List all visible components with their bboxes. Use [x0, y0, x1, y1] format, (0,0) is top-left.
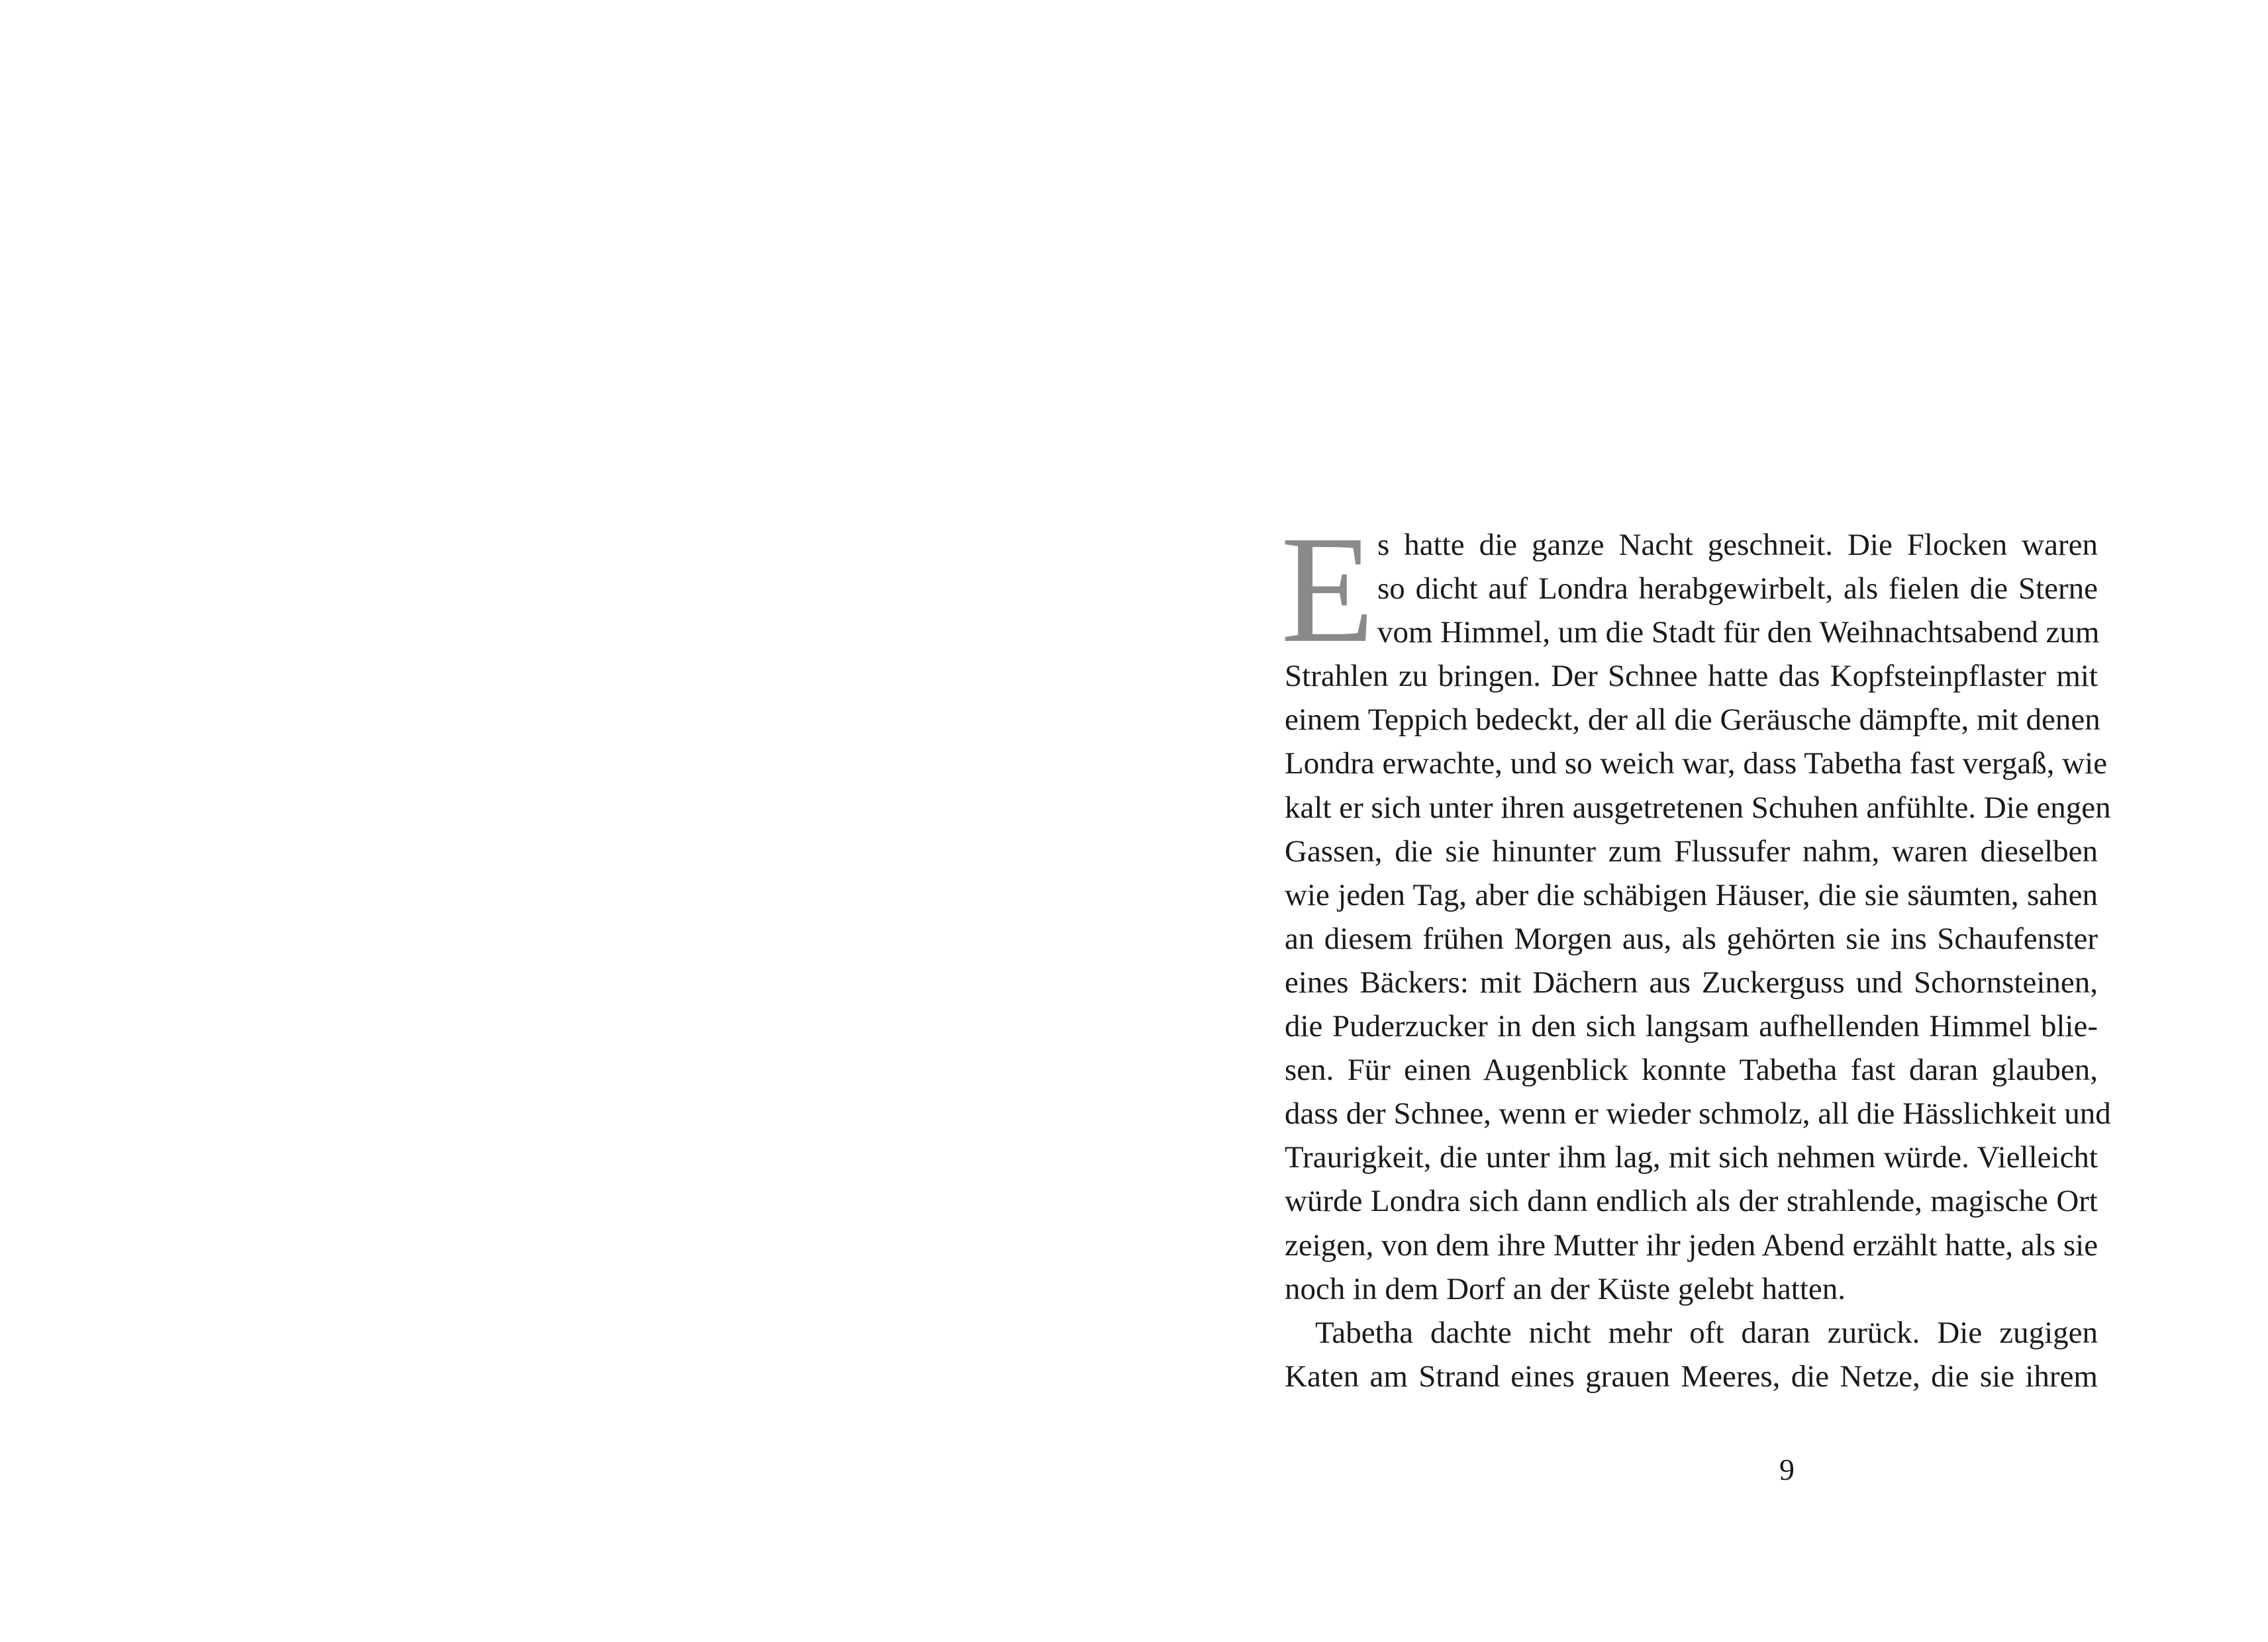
- text-line: an diesem frühen Morgen aus, als gehörten sie ins Schaufenster: [1285, 921, 2098, 956]
- text-line: würde Londra sich dann endlich als der strahlende, magische Ort: [1285, 1184, 2098, 1219]
- text-line: kalt er sich unter ihren ausgetretenen Schuhen anfühlte. Die engen: [1285, 790, 2111, 825]
- text-line: sen. Für einen Augenblick konnte Tabetha fast daran glauben,: [1285, 1053, 2098, 1088]
- text-line: Tabetha dachte nicht mehr oft daran zurück. Die zugigen: [1315, 1315, 2098, 1350]
- text-line: Katen am Strand eines grauen Meeres, die Netze, die sie ihrem: [1285, 1359, 2098, 1394]
- page-number: 9: [1779, 1453, 1795, 1486]
- text-line: die Puderzucker in den sich langsam aufhellenden Himmel blie-: [1285, 1009, 2098, 1044]
- text-line: eines Bäckers: mit Dächern aus Zuckerguss und Schornsteinen,: [1285, 965, 2098, 1000]
- text-line: Gassen, die sie hinunter zum Flussufer nahm, waren dieselben: [1285, 834, 2098, 869]
- right-page: [1134, 0, 2268, 1642]
- text-line: noch in dem Dorf an der Küste gelebt hatten.: [1285, 1271, 1846, 1306]
- text-line: vom Himmel, um die Stadt für den Weihnachtsabend zum: [1377, 615, 2100, 650]
- body-text: [1281, 505, 2111, 1398]
- text-line: zeigen, von dem ihre Mutter ihr jeden Abend erzählt hatte, als sie: [1285, 1228, 2098, 1263]
- text-line: s hatte die ganze Nacht geschneit. Die Flocken waren: [1377, 528, 2098, 562]
- text-line: Strahlen zu bringen. Der Schnee hatte das Kopfsteinpflaster mit: [1285, 659, 2098, 694]
- text-line: Londra erwachte, und so weich war, dass Tabetha fast vergaß, wie: [1285, 746, 2108, 781]
- text-line: so dicht auf Londra herabgewirbelt, als fielen die Sterne: [1377, 571, 2098, 606]
- text-line: einem Teppich bedeckt, der all die Geräusche dämpfte, mit denen: [1285, 702, 2100, 738]
- text-line: wie jeden Tag, aber die schäbigen Häuser, die sie säumten, sahen: [1285, 877, 2098, 912]
- text-line: dass der Schnee, wenn er wieder schmolz, all die Hässlichkeit und: [1285, 1096, 2111, 1132]
- drop-cap: E: [1281, 505, 1375, 675]
- text-line: Traurigkeit, die unter ihm lag, mit sich nehmen würde. Vielleicht: [1285, 1140, 2098, 1175]
